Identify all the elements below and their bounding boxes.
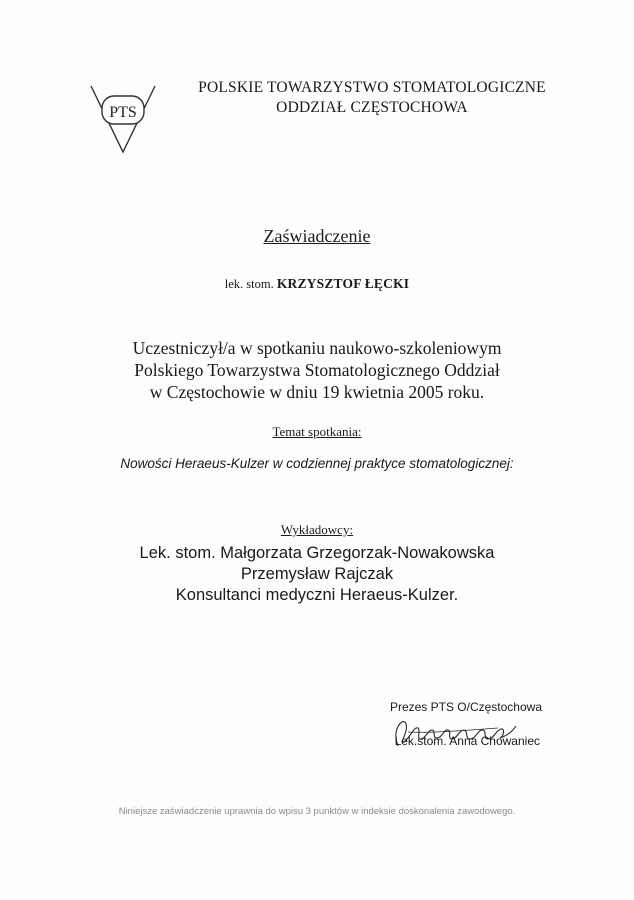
president-title: Prezes PTS O/Częstochowa bbox=[389, 700, 542, 714]
certificate-title: Zaświadczenie bbox=[263, 226, 371, 246]
body-line-1: Uczestniczył/a w spotkaniu naukowo-szkoleniowym bbox=[132, 338, 502, 358]
footnote: Niniejsze zaświadczenie uprawnia do wpisu 3 punktów w indeksie doskonalenia zawodowego. bbox=[118, 806, 516, 817]
logo-text: PTS bbox=[109, 104, 137, 121]
lecturers-list bbox=[0, 543, 634, 606]
lecturer-line: Przemysław Rajczak bbox=[240, 565, 394, 583]
recipient-name: KRZYSZTOF ŁĘCKI bbox=[276, 276, 410, 291]
topic: Nowości Heraeus-Kulzer w codziennej praktyce stomatologicznej: bbox=[120, 456, 514, 471]
body-line-3: w Częstochowie w dniu 19 kwietnia 2005 roku. bbox=[149, 382, 485, 402]
pts-logo bbox=[88, 82, 158, 156]
org-line-1: POLSKIE TOWARZYSTWO STOMATOLOGICZNE bbox=[198, 79, 546, 96]
body-line-2: Polskiego Towarzystwa Stomatologicznego Oddział bbox=[134, 360, 500, 380]
topic-label: Temat spotkania: bbox=[272, 424, 362, 439]
org-line-2: ODDZIAŁ CZĘSTOCHOWA bbox=[276, 99, 468, 116]
recipient-prefix: lek. stom. bbox=[224, 277, 274, 291]
organization-name bbox=[172, 78, 572, 118]
president-name: Lek.stom. Anna Chowaniec bbox=[394, 734, 540, 748]
lecturers-label: Wykładowcy: bbox=[280, 522, 354, 537]
lecturer-line: Konsultanci medyczni Heraeus-Kulzer. bbox=[175, 586, 459, 604]
lecturer-line: Lek. stom. Małgorzata Grzegorzak-Nowakowska bbox=[139, 544, 495, 562]
certificate-body bbox=[0, 337, 634, 403]
recipient bbox=[0, 276, 634, 292]
